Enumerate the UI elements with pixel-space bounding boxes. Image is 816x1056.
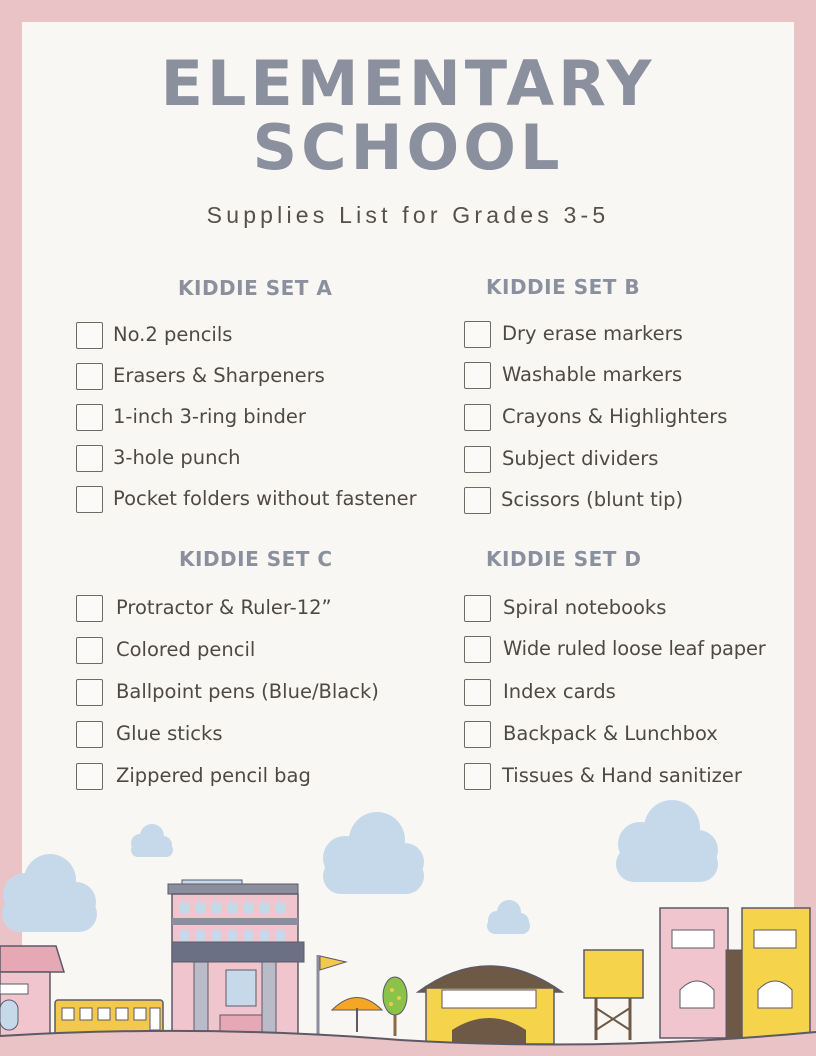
building-icon [660, 908, 728, 1038]
item-label: Wide ruled loose leaf paper [503, 637, 766, 660]
item-label: 1-inch 3-ring binder [113, 405, 306, 428]
page-title-line-2: SCHOOL [252, 111, 564, 184]
town-illustration [0, 790, 816, 1056]
set-b-heading: KIDDIE SET B [486, 275, 641, 299]
checkbox[interactable] [464, 487, 491, 514]
checkbox[interactable] [464, 446, 491, 473]
item-label: Crayons & Highlighters [502, 405, 728, 428]
checkbox[interactable] [76, 595, 103, 622]
item-label: Pocket folders without fastener [113, 487, 417, 510]
item-label: Zippered pencil bag [116, 764, 311, 787]
checkbox[interactable] [464, 636, 491, 663]
checkbox[interactable] [76, 637, 103, 664]
cloud-icon [2, 854, 97, 932]
item-label: Ballpoint pens (Blue/Black) [116, 680, 379, 703]
item-label: Glue sticks [116, 722, 223, 745]
tree-icon [383, 977, 407, 1036]
checkbox[interactable] [76, 486, 103, 513]
cloud-icon [323, 812, 424, 894]
building-icon [726, 908, 810, 1040]
checkbox[interactable] [76, 763, 103, 790]
page-title-line-1: ELEMENTARY [160, 47, 656, 120]
cloud-icon [487, 900, 530, 934]
checkbox[interactable] [464, 321, 491, 348]
item-label: Protractor & Ruler-12” [116, 596, 332, 619]
item-label: Index cards [503, 680, 616, 703]
checkbox[interactable] [76, 721, 103, 748]
set-a-heading: KIDDIE SET A [178, 276, 333, 300]
flag-icon [318, 955, 346, 1036]
checkbox[interactable] [76, 679, 103, 706]
umbrella-icon [332, 998, 382, 1033]
school-building-icon [168, 880, 304, 1044]
checkbox[interactable] [464, 721, 491, 748]
cloud-icon [616, 800, 718, 882]
checkbox[interactable] [464, 404, 491, 431]
item-label: Erasers & Sharpeners [113, 364, 325, 387]
item-label: Scissors (blunt tip) [501, 488, 684, 511]
item-label: No.2 pencils [113, 323, 233, 346]
page-subtitle: Supplies List for Grades 3-5 [206, 202, 610, 228]
checkbox[interactable] [76, 363, 103, 390]
item-label: Dry erase markers [502, 322, 683, 345]
gym-building-icon [418, 966, 562, 1044]
item-label: 3-hole punch [113, 446, 241, 469]
checkbox[interactable] [76, 404, 103, 431]
cloud-icon [131, 824, 173, 857]
checkbox[interactable] [464, 763, 491, 790]
set-c-heading: KIDDIE SET C [179, 547, 333, 571]
item-label: Tissues & Hand sanitizer [502, 764, 742, 787]
item-label: Colored pencil [116, 638, 256, 661]
checkbox[interactable] [464, 595, 491, 622]
checkbox[interactable] [76, 445, 103, 472]
item-label: Backpack & Lunchbox [503, 722, 718, 745]
checkbox[interactable] [464, 679, 491, 706]
checkbox[interactable] [464, 362, 491, 389]
item-label: Subject dividers [502, 447, 659, 470]
water-tower-icon [584, 950, 643, 1040]
checkbox[interactable] [76, 322, 103, 349]
item-label: Washable markers [502, 363, 683, 386]
set-d-heading: KIDDIE SET D [486, 547, 642, 571]
item-label: Spiral notebooks [503, 596, 667, 619]
